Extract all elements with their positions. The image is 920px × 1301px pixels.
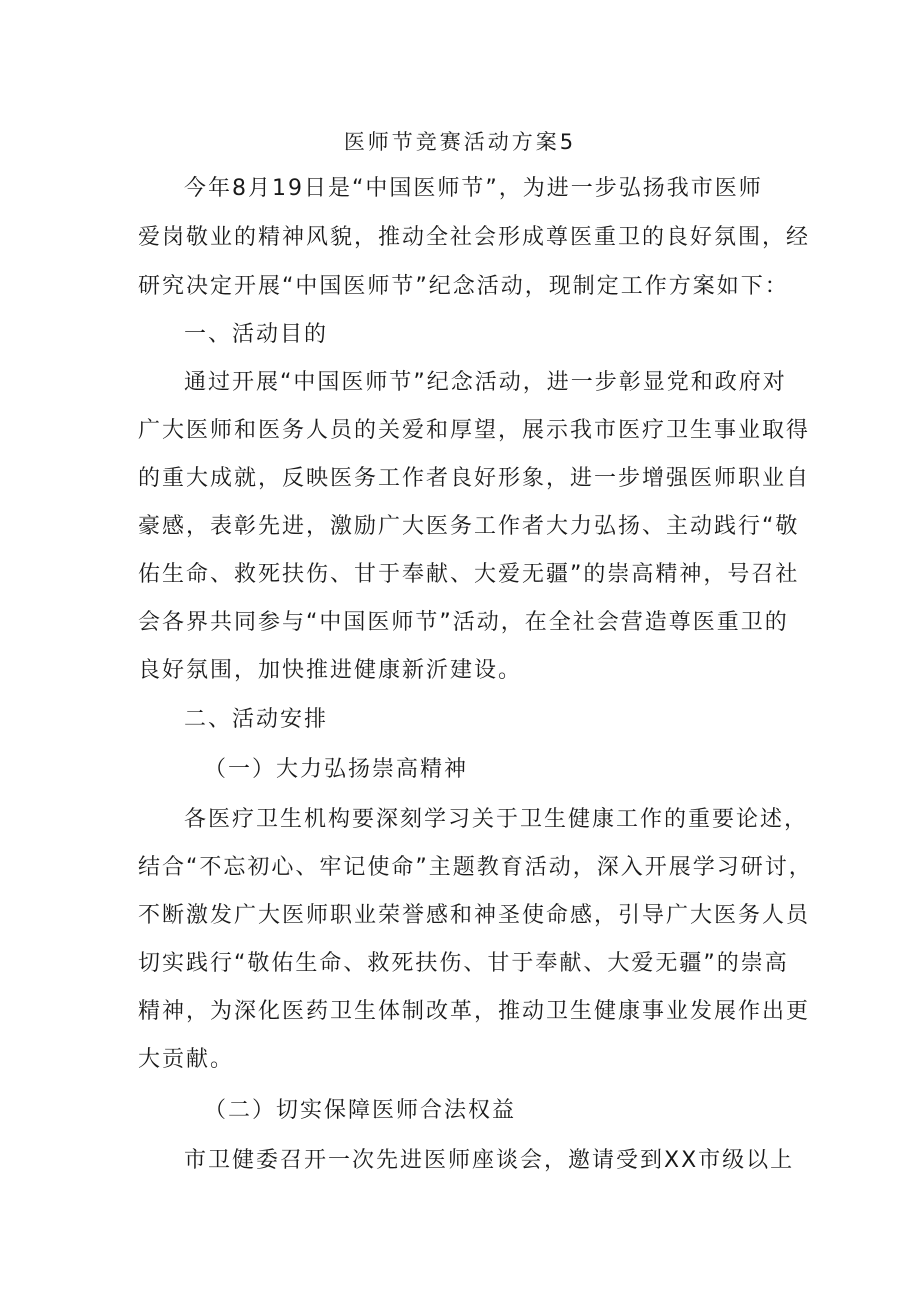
subsection-heading: （二）切实保障医师合法权益 [204, 1098, 517, 1123]
document-title: 医师节竞赛活动方案5 [343, 130, 577, 154]
paragraph-line: 结合“不忘初心、牢记使命”主题教育活动，深入开展学习研讨， [138, 855, 813, 880]
paragraph-line: 不断激发广大医师职业荣誉感和神圣使命感，引导广大医务人员 [138, 903, 811, 928]
paragraph-line: 市卫健委召开一次先进医师座谈会，邀请受到XX市级以上 [184, 1148, 795, 1173]
section-heading: 二、活动安排 [184, 707, 329, 732]
paragraph-line: 各医疗卫生机构要深刻学习关于卫生健康工作的重要论述， [184, 807, 809, 832]
paragraph-line: 通过开展“中国医师节”纪念活动，进一步彰显党和政府对 [184, 370, 787, 395]
paragraph-line: 豪感，表彰先进，激励广大医务工作者大力弘扬、主动践行“敬 [138, 514, 800, 539]
paragraph-line: 切实践行“敬佑生命、救死扶伤、甘于奉献、大爱无疆”的崇高 [138, 951, 789, 976]
paragraph-line: 的重大成就，反映医务工作者良好形象，进一步增强医师职业自 [138, 466, 811, 491]
section-heading: 一、活动目的 [184, 322, 329, 347]
paragraph-line: 广大医师和医务人员的关爱和厚望，展示我市医疗卫生事业取得 [138, 418, 811, 443]
paragraph-line: 研究决定开展“中国医师节”纪念活动，现制定工作方案如下： [138, 274, 789, 299]
paragraph-line: 精神，为深化医药卫生体制改革，推动卫生健康事业发展作出更 [138, 999, 811, 1024]
paragraph-line: 良好氛围，加快推进健康新沂建设。 [138, 658, 523, 683]
paragraph-line: 佑生命、救死扶伤、甘于奉献、大爱无疆”的崇高精神，号召社 [138, 562, 800, 587]
paragraph-line: 大贡献。 [138, 1047, 235, 1072]
paragraph-line: 会各界共同参与“中国医师节”活动，在全社会营造尊医重卫的 [138, 610, 789, 635]
paragraph-line: 今年8月19日是“中国医师节”，为进一步弘扬我市医师 [184, 176, 763, 201]
paragraph-line: 爱岗敬业的精神风貌，推动全社会形成尊医重卫的良好氛围，经 [138, 225, 811, 250]
subsection-heading: （一）大力弘扬崇高精神 [204, 757, 469, 782]
